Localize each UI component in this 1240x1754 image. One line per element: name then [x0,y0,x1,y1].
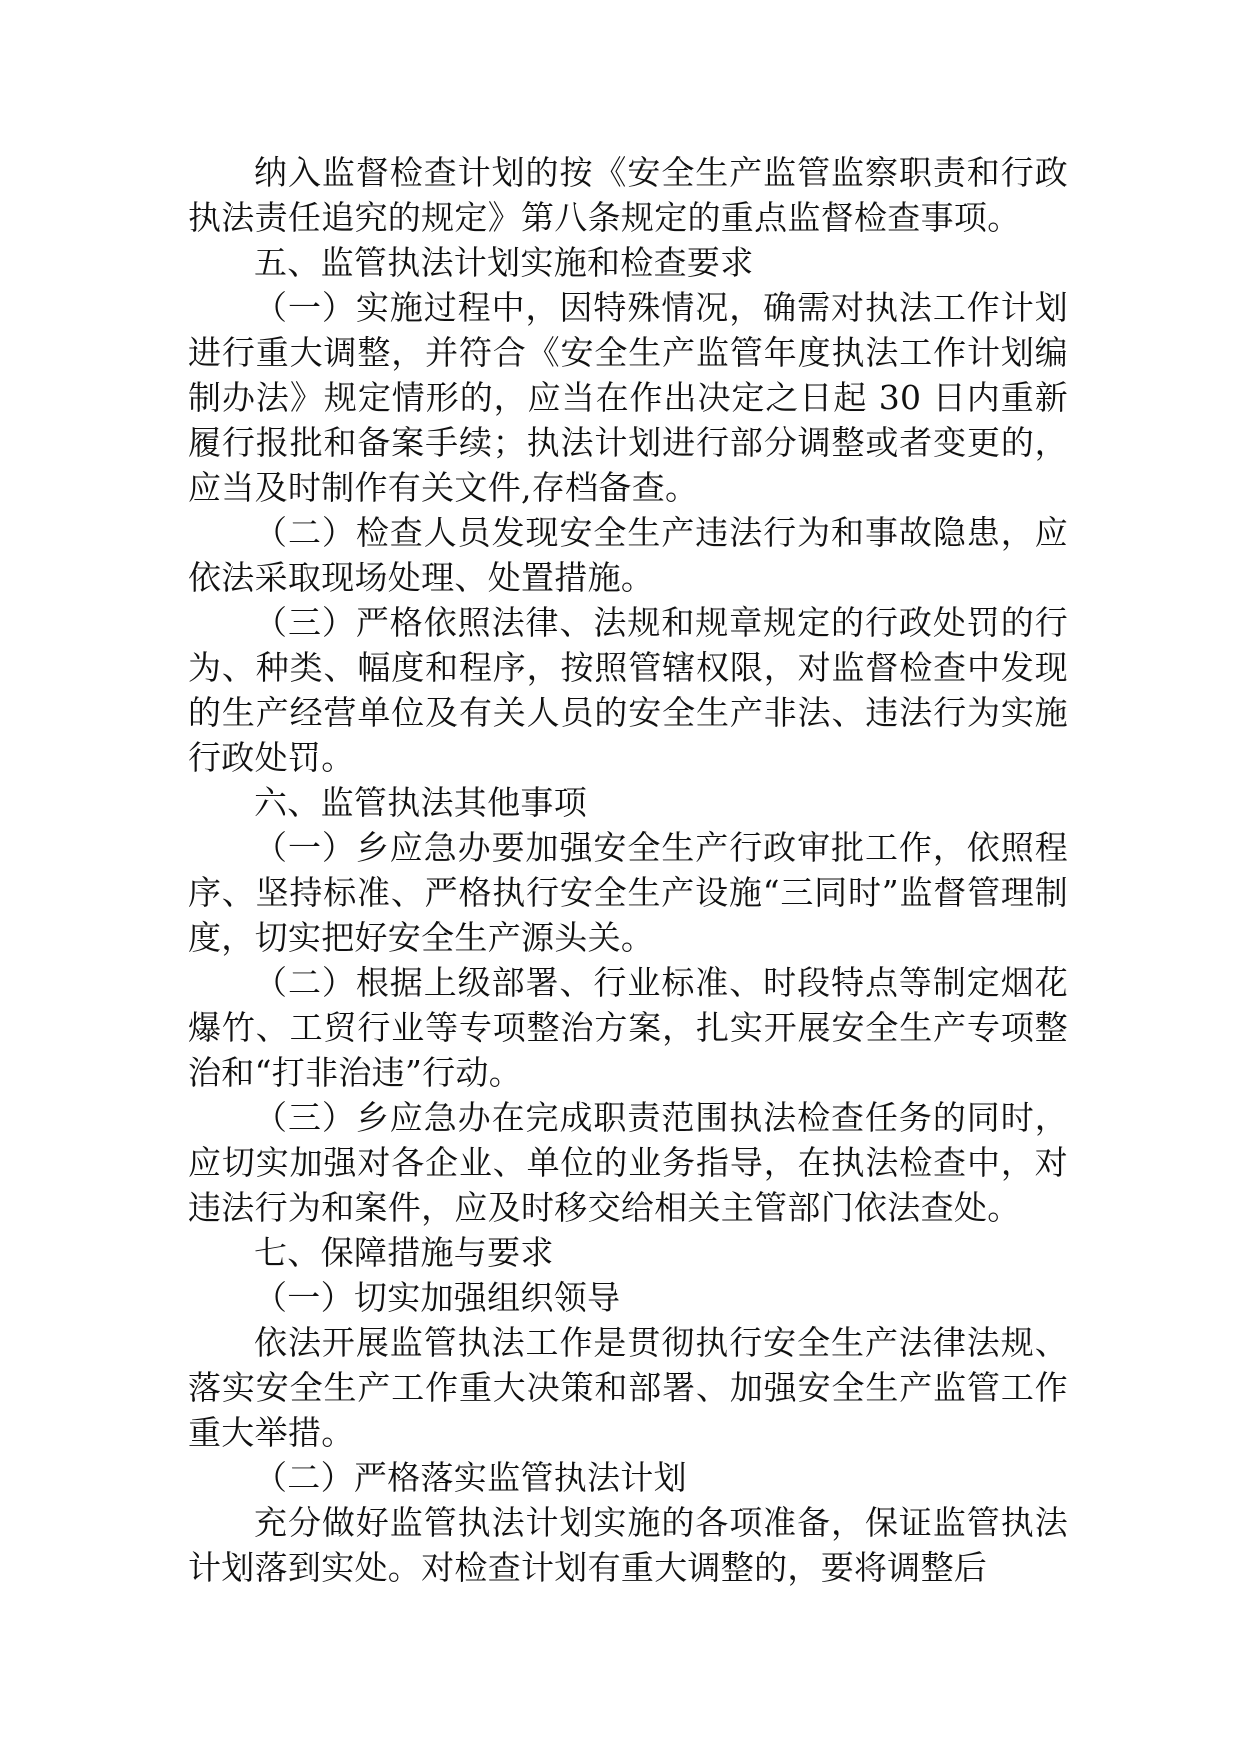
paragraph-5-2: （二）检查人员发现安全生产违法行为和事故隐患，应依法采取现场处理、处置措施。 [188,513,1068,597]
paragraph-6-2: （二）根据上级部署、行业标准、时段特点等制定烟花爆竹、工贸行业等专项整治方案，扎实开展安全生产专项整治和“打非治违”行动。 [188,963,1068,1092]
paragraph-continuation: 纳入监督检查计划的按《安全生产监管监察职责和行政执法责任追究的规定》第八条规定的重点监督检查事项。 [188,153,1068,237]
section-heading-6: 六、监管执法其他事项 [254,783,587,822]
section-heading-5: 五、监管执法计划实施和检查要求 [254,243,754,282]
paragraph-6-1: （一）乡应急办要加强安全生产行政审批工作，依照程序、坚持标准、严格执行安全生产设施“三同时”监督管理制度，切实把好安全生产源头关。 [188,828,1068,957]
subheading-7-1: （一）切实加强组织领导 [254,1278,621,1317]
document-body [188,150,1068,1590]
paragraph-6-3: （三）乡应急办在完成职责范围执法检查任务的同时，应切实加强对各企业、单位的业务指导，在执法检查中，对违法行为和案件，应及时移交给相关主管部门依法查处。 [188,1098,1068,1227]
subheading-7-2: （二）严格落实监管执法计划 [254,1458,687,1497]
paragraph-5-1: （一）实施过程中，因特殊情况，确需对执法工作计划进行重大调整，并符合《安全生产监管年度执法工作计划编制办法》规定情形的，应当在作出决定之日起 30 日内重新履行报批和备案手续；执法计划进行部分调整或者变更的，应当及时制作有关文件,存档备查。 [188,288,1068,507]
section-heading-7: 七、保障措施与要求 [254,1233,554,1272]
paragraph-7-1: 依法开展监管执法工作是贯彻执行安全生产法律法规、落实安全生产工作重大决策和部署、加强安全生产监管工作重大举措。 [188,1323,1068,1452]
paragraph-7-2: 充分做好监管执法计划实施的各项准备，保证监管执法计划落到实处。对检查计划有重大调整的，要将调整后 [188,1503,1068,1587]
paragraph-5-3: （三）严格依照法律、法规和规章规定的行政处罚的行为、种类、幅度和程序，按照管辖权限，对监督检查中发现的生产经营单位及有关人员的安全生产非法、违法行为实施行政处罚。 [188,603,1068,777]
